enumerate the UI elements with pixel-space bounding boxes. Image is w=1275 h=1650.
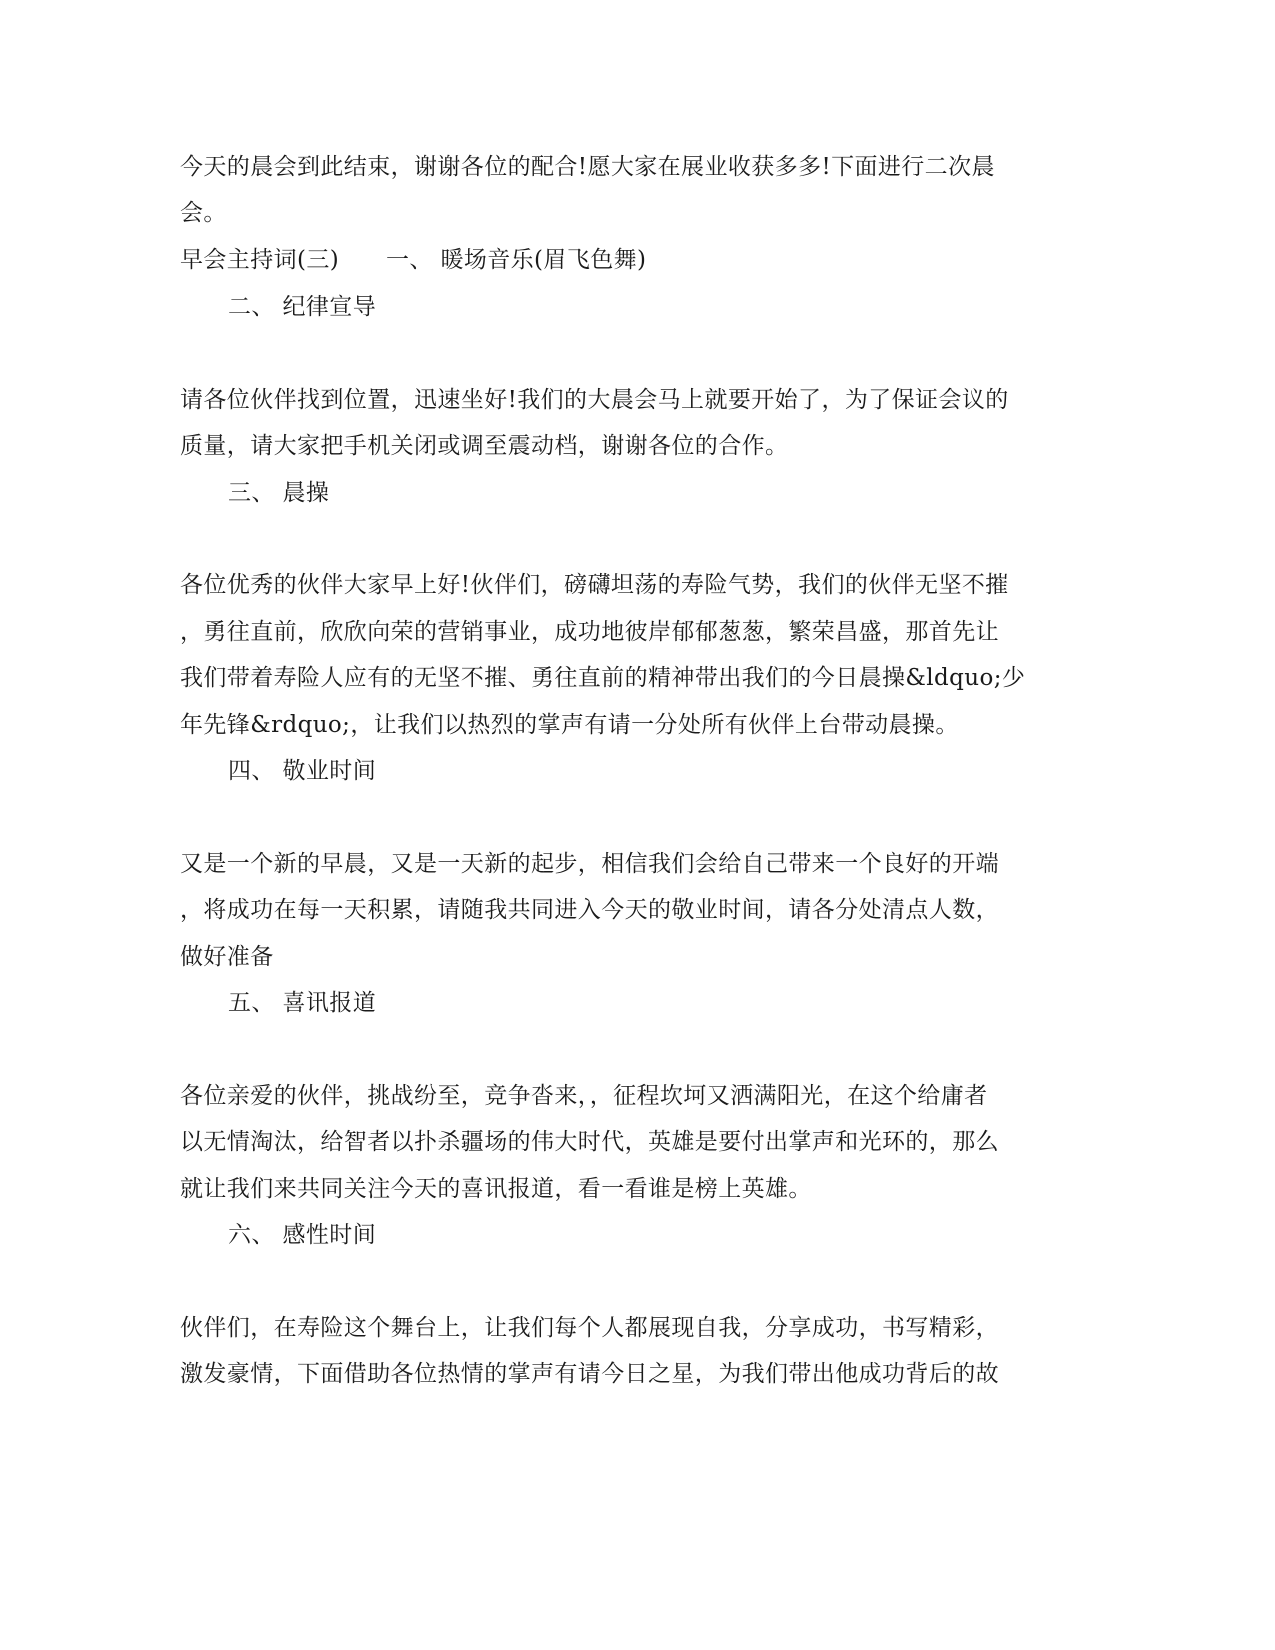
section-heading: 四、 敬业时间	[228, 758, 377, 784]
paragraph-line: 各位优秀的伙伴大家早上好!伙伴们，磅礴坦荡的寿险气势，我们的伙伴无坚不摧	[180, 572, 1009, 598]
section-heading: 五、 喜讯报道	[228, 990, 377, 1016]
paragraph-line: 就让我们来共同关注今天的喜讯报道，看一看谁是榜上英雄。	[180, 1176, 812, 1202]
paragraph-line: 我们带着寿险人应有的无坚不摧、勇往直前的精神带出我们的今日晨操&ldquo;少	[180, 665, 1026, 691]
paragraph-line: 又是一个新的早晨，又是一天新的起步，相信我们会给自己带来一个良好的开端	[180, 851, 999, 877]
paragraph-line: 以无情淘汰，给智者以扑杀疆场的伟大时代，英雄是要付出掌声和光环的，那么	[180, 1129, 999, 1155]
paragraph-line: 请各位伙伴找到位置，迅速坐好!我们的大晨会马上就要开始了，为了保证会议的	[180, 387, 1009, 413]
paragraph-line: 激发豪情，下面借助各位热情的掌声有请今日之星，为我们带出他成功背后的故	[180, 1361, 999, 1387]
paragraph-line: 质量，请大家把手机关闭或调至震动档，谢谢各位的合作。	[180, 433, 789, 459]
paragraph-line: 会。	[180, 200, 227, 226]
paragraph-line: 伙伴们，在寿险这个舞台上，让我们每个人都展现自我，分享成功，书写精彩，	[180, 1315, 999, 1341]
section-heading: 三、 晨操	[228, 480, 330, 506]
paragraph-line: 做好准备	[180, 944, 274, 970]
section-heading: 六、 感性时间	[228, 1222, 377, 1248]
paragraph-line: 年先锋&rdquo;，让我们以热烈的掌声有请一分处所有伙伴上台带动晨操。	[180, 712, 959, 738]
paragraph-line: ，将成功在每一天积累，请随我共同进入今天的敬业时间，请各分处清点人数，	[180, 897, 999, 923]
paragraph-line: ，勇往直前，欣欣向荣的营销事业，成功地彼岸郁郁葱葱，繁荣昌盛，那首先让	[180, 619, 999, 645]
section-heading-line: 早会主持词(三) 一、 暖场音乐(眉飞色舞)	[180, 247, 647, 273]
paragraph-line: 今天的晨会到此结束，谢谢各位的配合!愿大家在展业收获多多!下面进行二次晨	[180, 154, 995, 180]
section-heading: 二、 纪律宣导	[228, 294, 377, 320]
paragraph-line: 各位亲爱的伙伴，挑战纷至，竞争沓来，，征程坎坷又洒满阳光，在这个给庸者	[180, 1083, 988, 1109]
